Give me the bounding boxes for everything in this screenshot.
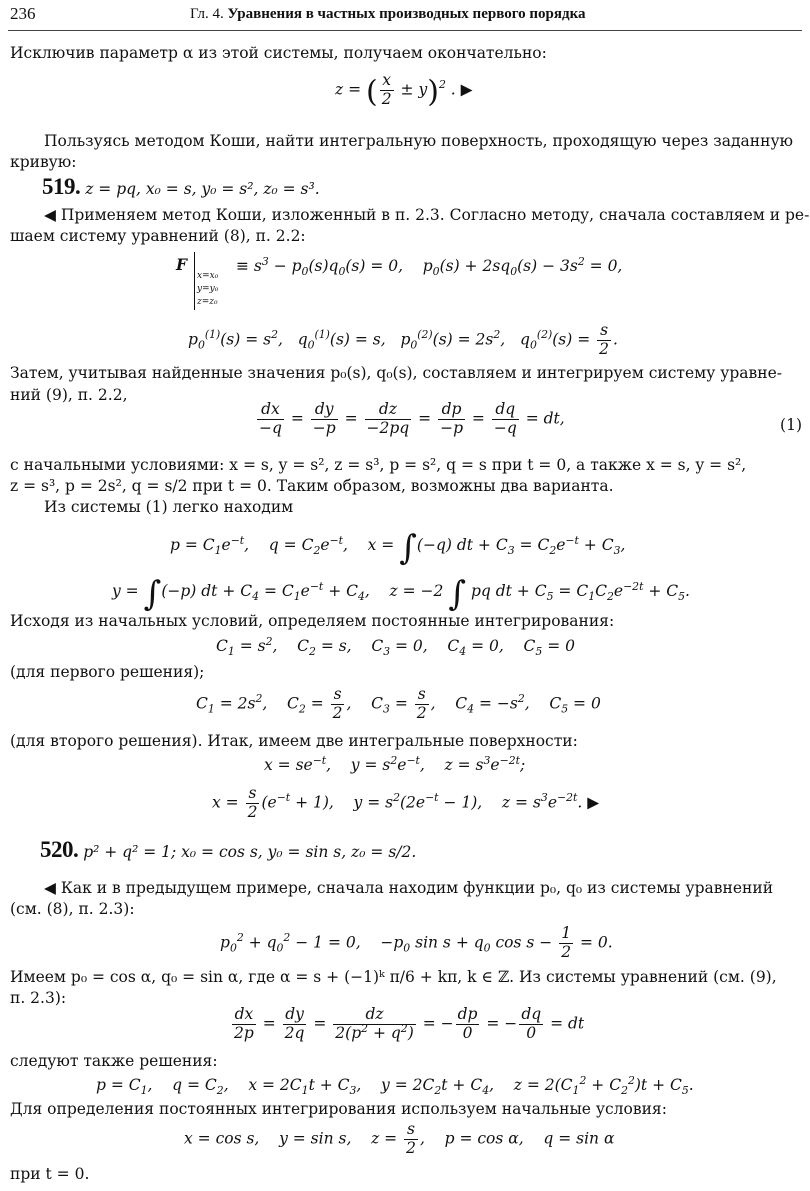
formula-system-8: ≡ $s^3 - p_0(s)q_0(s) = 0$, $p_0(s) + 2sq_0(s) - 3s^2 = 0$, [236,254,623,279]
formula-final-surface: z = ( $\frac{x}{2}$ ± y)$^2$ . ▶ [335,71,473,110]
from-system-text: Из системы (1) легко находим [44,498,294,516]
p520-text-line1: ◀ Как и в предыдущем примере, сначала находим функции p₀, q₀ из системы уравнений [44,879,774,897]
header-rule [8,30,802,31]
formula-solution-yz: y = ∫(−p) dt + $C_4 = C_1e^{-t} + C_4$, z = −2 ∫ pq dt + $C_5 = C_1C_2e^{-2t} + C_5$. [112,574,690,614]
initial-conditions-line2: z = s³, p = 2s², q = s/2 при t = 0. Таким образом, возможны два варианта. [10,477,614,495]
subscript-z-z0: z=z₀ [197,297,218,307]
formula-p0-q0-values: $p_0^{(1)}(s) = s^2$, $q_0^{(1)}(s) = s$, $p_0^{(2)}(s) = 2s^2$, $q_0^{(2)}(s)$ = $\frac{s}{2}$ . [188,321,618,358]
formula-system-520: $p_0^2 + q_0^2 - 1 = 0$, $-p_0$ $\sin s + q_0$ cos s − $\frac{1}{2}$ = 0. [220,924,613,961]
subscript-y-y0: y=y₀ [197,284,219,294]
equation-label-1: (1) [780,416,802,434]
from-initial-text: Исходя из начальных условий, определяем постоянные интегрирования: [10,612,615,630]
also-solutions-text: следуют также решения: [10,1052,218,1070]
for-constants-text: Для определения постоянных интегрирования используем начальные условия: [10,1100,667,1118]
running-title [190,5,586,24]
formula-surface-1: $x = se^{-t}$, $y = s^2e^{-t}$, $z = s^3e^{-2t}$; [264,753,526,774]
formula-characteristic-system: $\frac{dx}{-q}$ = $\frac{dy}{-p}$ = $\frac{dz}{-2pq}$ = $\frac{dp}{-p}$ = $\frac{dq}{-q}$ = dt, [259,400,565,437]
second-solution-text: (для второго решения). Итак, имеем две интегральные поверхности: [10,732,578,750]
problem-519-statement: z = pq, x₀ = s, y₀ = s², z₀ = s³. [85,180,320,198]
first-solution-text: (для первого решения); [10,663,205,681]
page-number: 236 [10,4,36,23]
have-text-line2: п. 2.3): [10,989,67,1007]
problem-519 [42,173,320,202]
formula-constants-second: $C_1 = 2s^2$, $C_2$ = $\frac{s}{2}$ , $C_3$ = $\frac{s}{2}$ , $C_4 = -s^2$, $C_5 = 0$ [196,685,601,722]
formula-initial-520: x = cos s, y = sin s, z = $\frac{s}{2}$ , p = cos α, q = sin α [184,1120,615,1157]
have-text-line1: Имеем p₀ = cos α, q₀ = sin α, где α = s + (−1)ᵏ π/6 + kπ, k ∈ ℤ. Из системы уравнений (см. (9), [10,968,777,986]
formula-solutions-520: $p = C_1$, $q = C_2$, $x = 2C_1t + C_3$, $y = 2C_2t + C_4$, $z = 2(C_1^2 + C_2^2)t + C_5$. [96,1073,694,1098]
problem-520 [40,836,416,865]
then-text-line1: Затем, учитывая найденные значения p₀(s), q₀(s), составляем и интегрируем систему уравне- [10,364,782,382]
p520-text-line2: (см. (8), п. 2.3): [10,900,135,918]
subscript-x-x0: x=x₀ [197,271,219,281]
chapter-title: Уравнения в частных производных первого порядка [227,6,586,22]
chapter-label: Гл. 4. [190,6,224,22]
formula-characteristic-520: $\frac{dx}{2p}$ = $\frac{dy}{2q}$ = $\frac{dz}{2(p^2 + q^2)}$ = − $\frac{dp}{0}$ = − $\frac{dq}{0}$ = dt [234,1005,585,1042]
p519-text-line1: ◀ Применяем метод Коши, изложенный в п. 2.3. Согласно методу, сначала составляем и ре- [44,206,810,224]
evaluation-bar [194,252,195,310]
intro-text: Исключив параметр α из этой системы, получаем окончательно: [10,44,547,62]
problem-519-number: 519. [42,174,81,199]
formula-solution-pqx: $p = C_1e^{-t}$, $q = C_2e^{-t}$, x = ∫(−q) dt + $C_3 = C_2e^{-t} + C_3$, [170,528,626,568]
initial-conditions-line1: с начальными условиями: x = s, y = s², z = s³, p = s², q = s при t = 0, а также x = s, y = s², [10,456,747,474]
cauchy-task-line2: кривую: [10,153,77,171]
at-t0-text: при t = 0. [10,1165,90,1183]
p519-text-line2: шаем систему уравнений (8), п. 2.2: [10,227,306,245]
then-text-line2: ний (9), п. 2.2, [10,386,128,404]
formula-constants-first: $C_1 = s^2$, $C_2 = s$, $C_3 = 0$, $C_4 = 0$, $C_5 = 0$ [216,634,576,659]
cauchy-task-line1: Пользуясь методом Коши, найти интегральную поверхность, проходящую через заданную [44,132,794,150]
symbol-F: F [176,255,188,274]
problem-520-number: 520. [40,837,79,862]
formula-surface-2: x = $\frac{s}{2}$ $(e^{-t} + 1)$, $y = s^2(2e^{-t} - 1)$, $z = s^3e^{-2t}$. ▶ [212,784,600,821]
problem-520-statement: p² + q² = 1; x₀ = cos s, y₀ = sin s, z₀ = s/2. [83,843,417,861]
